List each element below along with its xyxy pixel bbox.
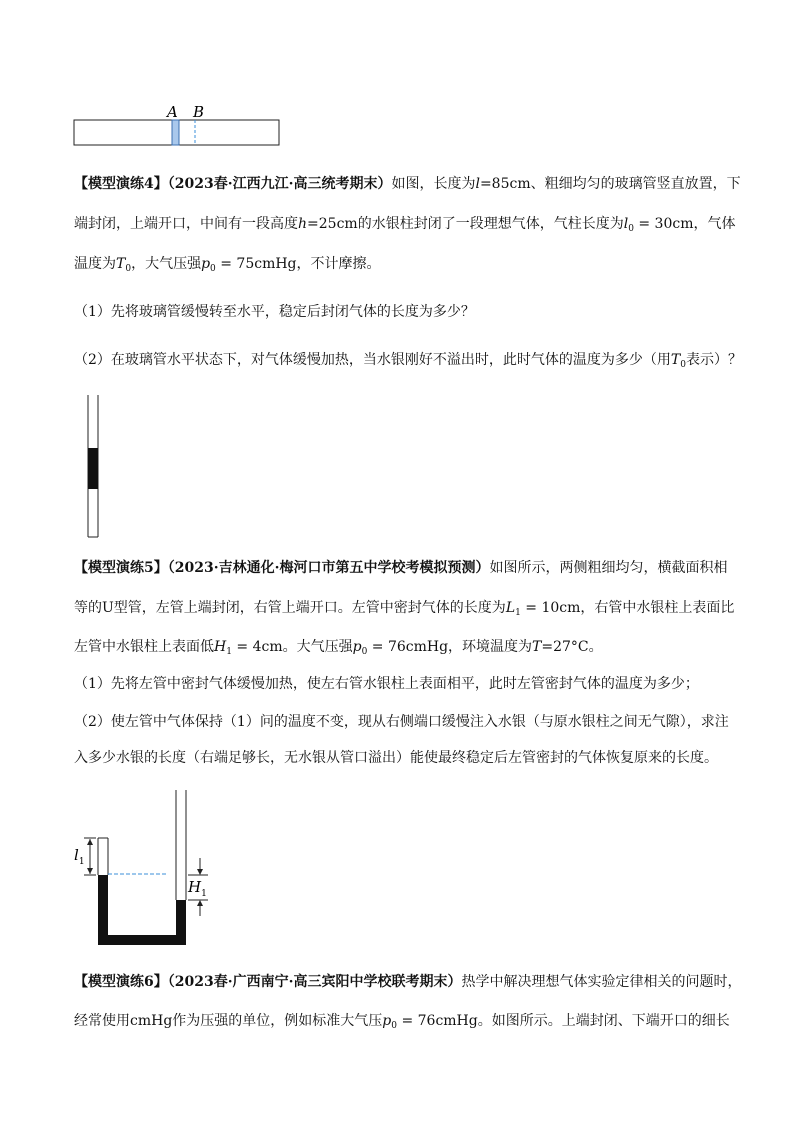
p5-question2-line1: [74, 712, 734, 732]
piston-a: [172, 120, 179, 145]
p6-title: 【模型演练6】: [74, 974, 168, 990]
l1-arrow-up: [87, 839, 93, 845]
p4-text: 如图，长度为: [391, 176, 476, 192]
p4-sub: 0: [210, 264, 216, 274]
p5-text: 等的U型管，左管上端封闭，右管上端开口。左管中密封气体的长度为: [74, 600, 506, 616]
p4-var: l: [475, 176, 480, 192]
p4-var: h: [298, 216, 308, 232]
p5-question1: [74, 674, 734, 694]
horizontal-tube-figure: [70, 100, 290, 150]
p5-sub: 0: [361, 647, 368, 657]
p6-var: p: [382, 1013, 392, 1029]
h1-label: $H_1$: [188, 878, 207, 899]
p5-var: p: [352, 639, 362, 655]
p5-var: H: [214, 639, 227, 655]
p4-question1: [74, 302, 734, 322]
p4-text: 温度为: [74, 256, 116, 272]
vertical-tube-figure: [84, 395, 104, 540]
p5-var: T: [532, 639, 542, 655]
p5-source: （2023·吉林通化·梅河口市第五中学校考模拟预测）: [167, 560, 490, 576]
p4-sub: 0: [628, 224, 634, 234]
p6-text: = 76cmHg。如图所示。上端封闭、下端开口的细长: [397, 1013, 730, 1029]
p4-source: （2023春·江西九江·高三统考期末）: [167, 176, 392, 192]
mercury-column: [88, 448, 98, 489]
p4-text: 端封闭，上端开口，中间有一段高度: [74, 216, 298, 232]
p4-text: =25cm的水银柱封闭了一段理想气体，气柱长度为: [307, 216, 624, 232]
p4-line2: [74, 214, 734, 239]
p5-sub: 1: [226, 647, 232, 657]
label-a: A: [167, 103, 178, 121]
p5-text: =27°C。: [541, 639, 603, 655]
p6-line1: [74, 972, 742, 992]
p4-sub: 0: [680, 360, 686, 370]
p4-line1: [74, 174, 741, 194]
p6-text: 热学中解决理想气体实验定律相关的问题时，: [461, 974, 742, 990]
p5-q1-text: （1）先将左管中密封气体缓慢加热，使左右管水银柱上表面相平，此时左管密封气体的温度为多少；: [74, 676, 699, 692]
label-b: B: [193, 103, 205, 121]
p5-q2-text: （2）使左管中气体保持（1）问的温度不变，现从右侧端口缓慢注入水银（与原水银柱之间无气隙），求注: [74, 714, 729, 730]
h1-arrow-bottom-head: [197, 900, 203, 906]
p4-title: 【模型演练4】: [74, 176, 168, 192]
p5-title: 【模型演练5】: [74, 560, 168, 576]
p4-var: T: [116, 256, 126, 272]
p5-text: 左管中水银柱上表面低: [74, 639, 214, 655]
p4-text: ，大气压强: [131, 256, 202, 272]
p4-q2-text: （2）在玻璃管水平状态下，对气体缓慢加热，当水银刚好不溢出时，此时气体的温度为多少（用: [74, 352, 671, 368]
p5-q2-text: 入多少水银的长度（右端足够长，无水银从管口溢出）能使最终稳定后左管密封的气体恢复原来的长度。: [74, 750, 718, 766]
p5-line1: [74, 558, 734, 578]
p6-sub: 0: [391, 1021, 397, 1031]
l1-arrow-down: [87, 868, 93, 874]
p4-question2: [74, 350, 742, 375]
p5-question2-line2: [74, 748, 734, 768]
p4-text: = 75cmHg，不计摩擦。: [215, 256, 381, 272]
p5-text: = 76cmHg，环境温度为: [367, 639, 533, 655]
p5-text: = 4cm。大气压强: [231, 639, 353, 655]
p4-var: p: [201, 256, 211, 272]
h1-arrow-top-head: [197, 869, 203, 875]
p5-var: L: [505, 600, 516, 616]
p4-line3: [74, 254, 734, 279]
p5-line3: [74, 637, 734, 662]
p4-var: T: [670, 352, 681, 368]
l1-label: $l_1$: [74, 846, 85, 867]
p4-q2-text: 表示）？: [685, 352, 742, 368]
p5-text: = 10cm，右管中水银柱上表面比: [520, 600, 735, 616]
p5-line2: [74, 598, 734, 623]
p4-sub: 0: [125, 264, 132, 274]
mercury-u: [98, 875, 186, 945]
u-tube-figure: [70, 790, 230, 950]
p4-text: =85cm、粗细均匀的玻璃管竖直放置，下: [479, 176, 741, 192]
p4-text: = 30cm，气体: [633, 216, 736, 232]
p6-line2: [74, 1011, 734, 1036]
p4-q1-text: （1）先将玻璃管缓慢转至水平，稳定后封闭气体的长度为多少？: [74, 304, 475, 320]
p5-text: 如图所示，两侧粗细均匀，横截面积相: [489, 560, 728, 576]
p4-var: l: [623, 216, 629, 232]
p6-source: （2023春·广西南宁·高三宾阳中学校联考期末）: [167, 974, 462, 990]
p5-sub: 1: [515, 608, 521, 618]
p6-text: 经常使用cmHg作为压强的单位，例如标准大气压: [74, 1013, 383, 1029]
